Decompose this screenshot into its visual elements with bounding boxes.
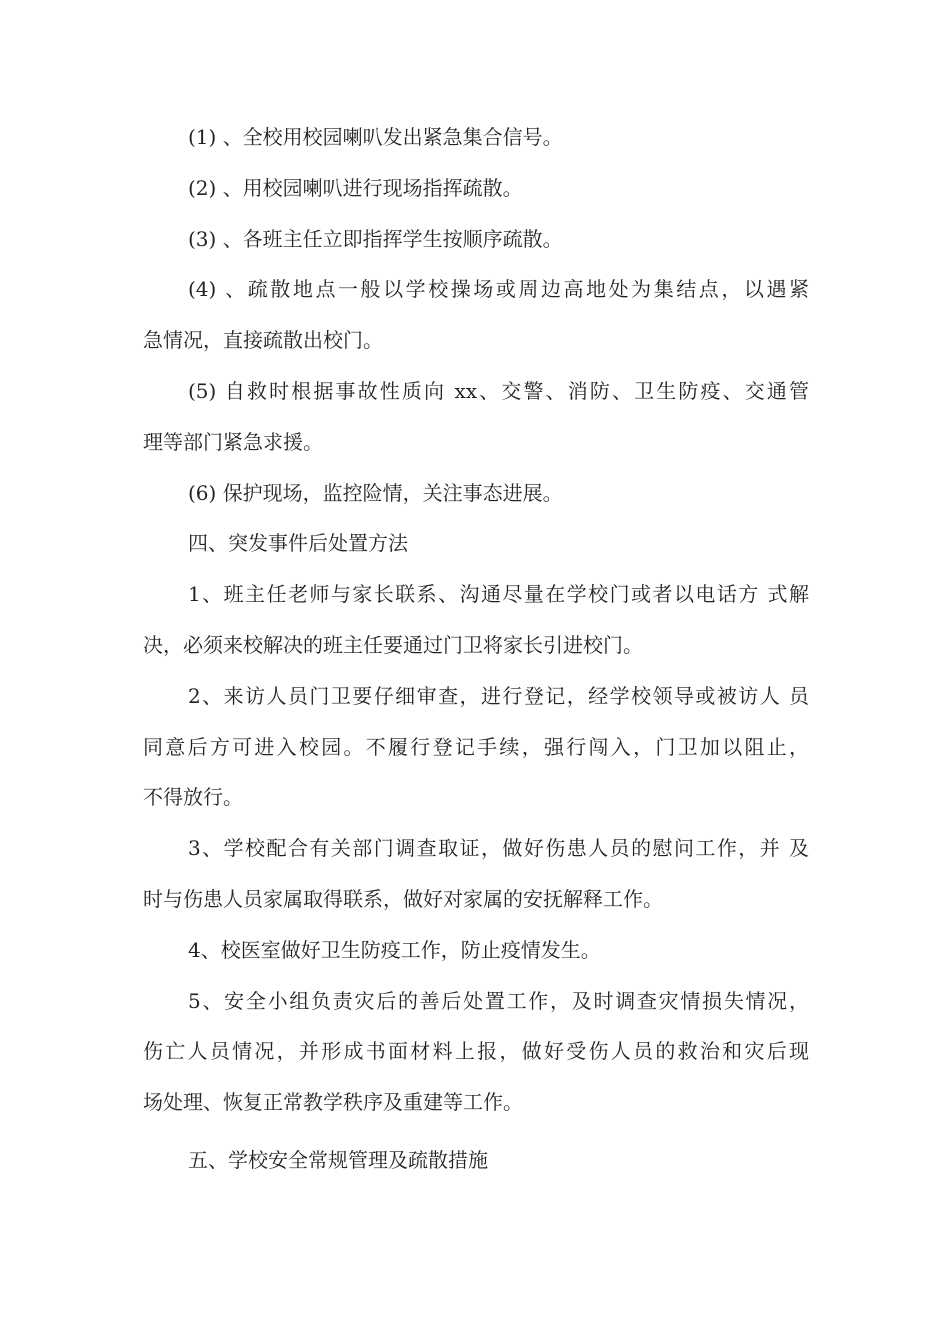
paragraph-line: 场处理、恢复正常教学秩序及重建等工作。	[143, 1090, 523, 1115]
paragraph-line: 急情况，直接疏散出校门。	[143, 328, 383, 353]
paragraph-line: 伤亡人员情况，并形成书面材料上报，做好受伤人员的救治和灾后现	[143, 1039, 809, 1064]
document-body	[143, 112, 809, 1186]
paragraph-line: (3) 、各班主任立即指挥学生按顺序疏散。	[188, 226, 563, 251]
paragraph-line: (6) 保护现场，监控险情，关注事态进展。	[188, 480, 563, 505]
paragraph-line: 3、学校配合有关部门调查取证，做好伤患人员的慰问工作，并 及	[188, 836, 809, 861]
paragraph-line: 4、校医室做好卫生防疫工作，防止疫情发生。	[188, 937, 601, 962]
paragraph-line: 时与伤患人员家属取得联系，做好对家属的安抚解释工作。	[143, 886, 663, 911]
paragraph-line: (5) 自救时根据事故性质向 xx、交警、消防、卫生防疫、交通管	[188, 378, 809, 403]
section-heading: 四、突发事件后处置方法	[188, 531, 408, 556]
paragraph-line: (1) 、全校用校园喇叭发出紧急集合信号。	[188, 125, 563, 149]
paragraph-line: (2) 、用校园喇叭进行现场指挥疏散。	[188, 175, 523, 200]
paragraph-line: 5、安全小组负责灾后的善后处置工作，及时调查灾情损失情况，	[188, 988, 809, 1013]
section-heading: 五、学校安全常规管理及疏散措施	[188, 1147, 488, 1172]
paragraph-line: (4) 、疏散地点一般以学校操场或周边高地处为集结点，以遇紧	[188, 277, 809, 302]
paragraph-line: 决，必须来校解决的班主任要通过门卫将家长引进校门。	[143, 632, 643, 657]
paragraph-line: 同意后方可进入校园。不履行登记手续，强行闯入，门卫加以阻止，	[143, 734, 809, 759]
paragraph-line: 2、来访人员门卫要仔细审查，进行登记，经学校领导或被访人 员	[188, 683, 809, 708]
paragraph-line: 不得放行。	[143, 785, 243, 810]
paragraph-line: 理等部门紧急求援。	[143, 429, 323, 454]
paragraph-line: 1、班主任老师与家长联系、沟通尽量在学校门或者以电话方 式解	[188, 582, 809, 607]
